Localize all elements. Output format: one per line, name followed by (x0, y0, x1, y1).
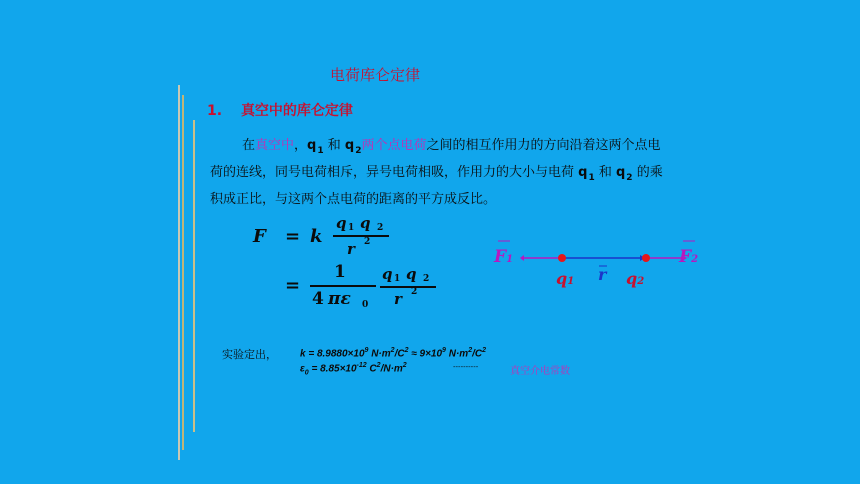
subscript: 2 (691, 254, 699, 265)
text: N·m (368, 348, 391, 360)
epsilon-symbol: ε (300, 363, 305, 375)
subscript: 0 (362, 300, 369, 310)
q-symbol: q (382, 265, 393, 283)
experimental-intro: 实验定出， (222, 348, 277, 361)
q-symbol: q (360, 214, 371, 232)
exp: 2 (482, 347, 486, 354)
exp: 2 (468, 347, 473, 354)
page-title: 电荷库仑定律 (330, 66, 421, 84)
exponent: 2 (411, 287, 418, 297)
text: 和 (323, 138, 345, 153)
subscript: 2 (423, 274, 430, 284)
text: k = 8.9880×10 (300, 348, 365, 360)
F-symbol: F (253, 226, 266, 247)
equals-sign: = (285, 226, 301, 247)
sub: 1 (317, 146, 324, 156)
subscript: 2 (377, 223, 384, 233)
exp: 2 (404, 347, 409, 354)
text: /C (472, 348, 483, 360)
four: 4 (312, 289, 324, 309)
force-F1-label (494, 247, 513, 267)
force-F2-label (679, 247, 698, 267)
exp: 9 (364, 347, 369, 354)
sub: 2 (355, 146, 362, 156)
q-symbol: q (626, 269, 638, 288)
distance-r-label: r (598, 265, 607, 284)
sub: 1 (588, 173, 595, 183)
subscript: 1 (567, 276, 575, 287)
q-symbol: q (578, 165, 588, 180)
force-arrow-left-head (520, 255, 524, 261)
text: N·m (445, 348, 469, 360)
q-symbol: q (615, 165, 626, 180)
vacuum-permittivity-note: 真空介电常数 (510, 366, 570, 377)
equals-sign: = (285, 275, 301, 296)
q-symbol: q (344, 138, 355, 153)
sub: 0 (304, 369, 309, 377)
point-charges-highlight: 两个点电荷 (361, 138, 427, 153)
q-symbol: q (336, 214, 347, 232)
subscript: 1 (506, 254, 514, 265)
para-line-3: 积成正比，与这两个点电荷的距离的平方成反比。 (210, 192, 497, 207)
charge-q2-label (626, 269, 644, 288)
text: 的乘 (632, 165, 663, 180)
F-symbol: F (494, 247, 507, 267)
q-symbol: q (307, 138, 317, 153)
r-symbol: r (394, 290, 402, 308)
charge-q1-dot (558, 254, 566, 262)
text: C (366, 363, 377, 375)
subscript: 1 (394, 274, 401, 284)
exp: 2 (402, 362, 407, 369)
text: ， (294, 138, 308, 153)
sub: 2 (626, 173, 633, 183)
text: /N·m (380, 363, 403, 375)
text: ≈ 9×10 (408, 348, 443, 360)
exponent: 2 (364, 237, 371, 247)
vacuum-highlight: 真空中 (255, 138, 295, 153)
exp: -12 (356, 362, 367, 369)
text: /C (394, 348, 405, 360)
text: = 8.85×10 (308, 363, 357, 375)
text: 和 (594, 165, 616, 180)
k-symbol: k (310, 226, 323, 247)
text: 在 (242, 138, 256, 153)
epsilon-constant-line (300, 362, 407, 376)
section-number: 1. (207, 103, 223, 119)
r-symbol: r (347, 240, 355, 258)
q-symbol: q (556, 269, 568, 288)
F-symbol: F (679, 247, 692, 267)
numerator-one: 1 (334, 262, 346, 282)
subscript: 2 (637, 276, 645, 287)
text: 荷的连线，同号电荷相斥，异号电荷相吸，作用力的大小与电荷 (210, 165, 579, 180)
charge-q2-dot (642, 254, 650, 262)
exp: 2 (390, 347, 395, 354)
section-label: 真空中的库仑定律 (240, 103, 353, 119)
subscript: 1 (348, 223, 355, 233)
pi-epsilon: πε (328, 289, 351, 309)
k-constant-line (300, 347, 486, 359)
leader-dashes: ---------- (453, 363, 479, 371)
charge-q1-label (556, 269, 574, 288)
exp: 9 (442, 347, 446, 354)
q-symbol: q (406, 265, 417, 283)
text: 之间的相互作用力的方向沿着这两个点电 (426, 138, 661, 153)
exp: 2 (376, 362, 381, 369)
